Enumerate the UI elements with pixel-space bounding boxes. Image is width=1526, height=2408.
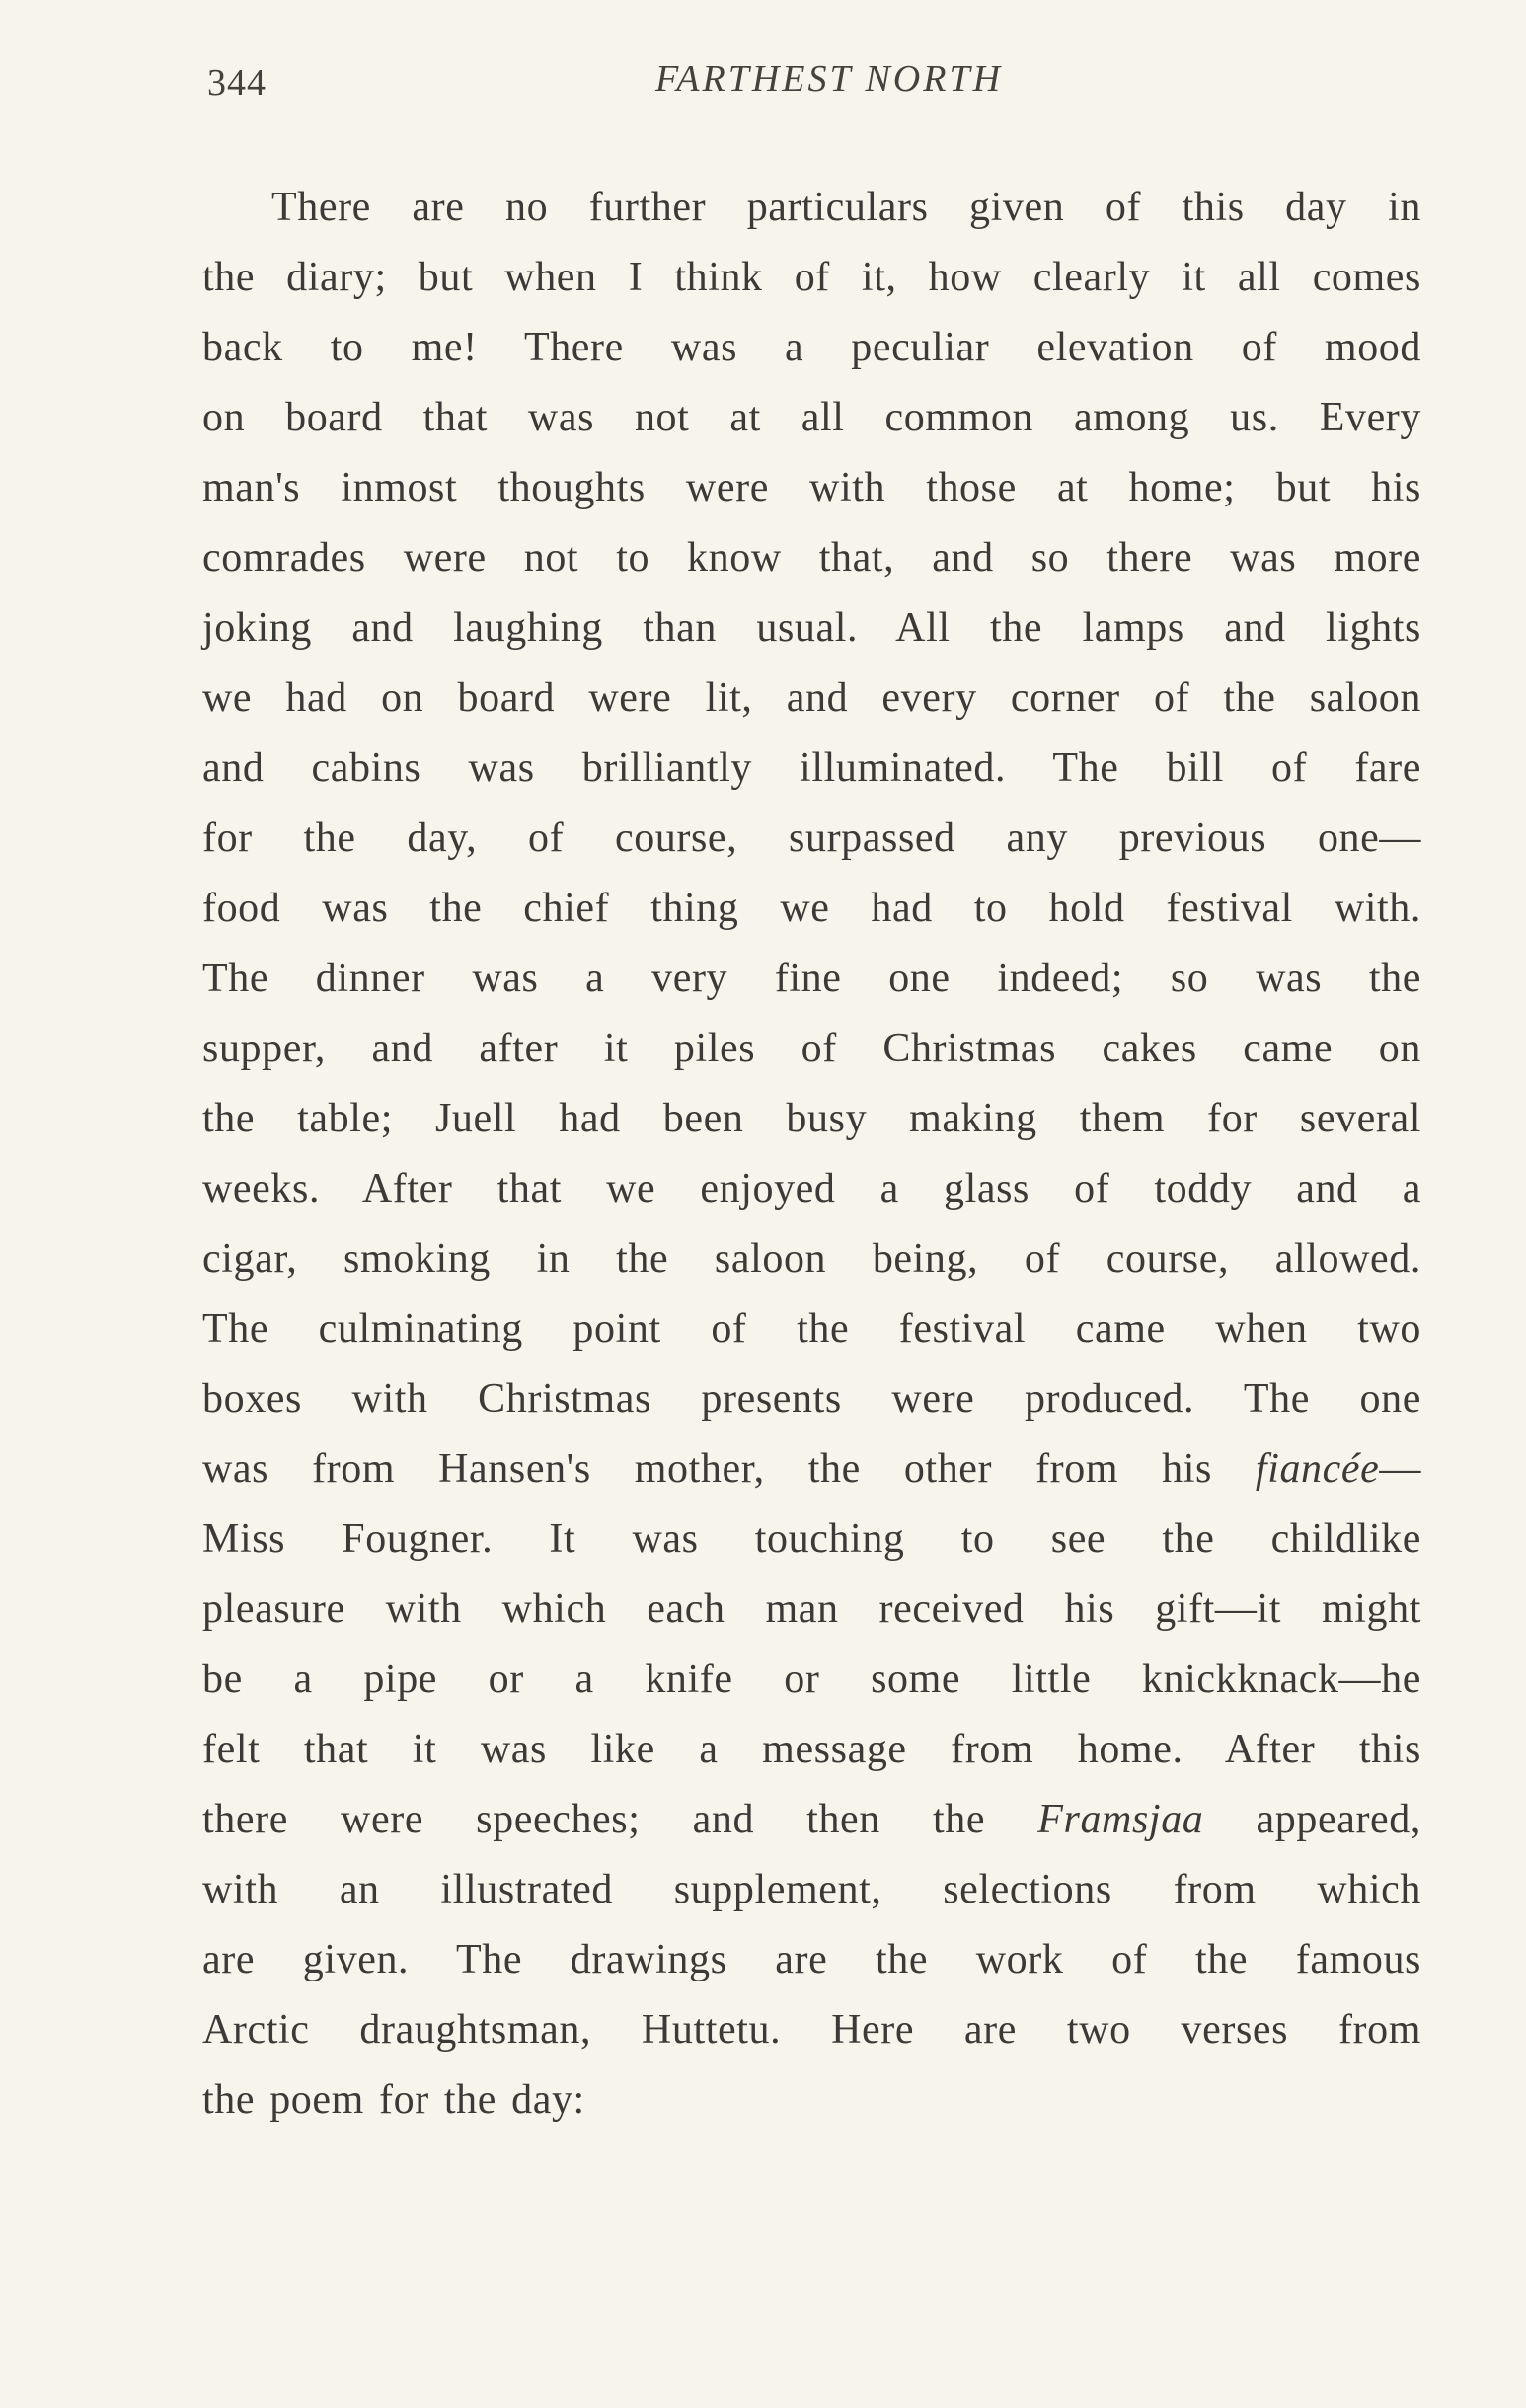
text-line: There are no further particulars given of this day in (271, 185, 1421, 230)
page-header (207, 57, 1416, 117)
line-segment: — (1379, 1446, 1421, 1492)
text-line: cigar, smoking in the saloon being, of course, allowed. (202, 1236, 1421, 1282)
page-number: 344 (207, 62, 267, 104)
text-line: boxes with Christmas presents were produced. The one (202, 1376, 1421, 1422)
line-segment: appeared, (1203, 1797, 1421, 1842)
text-line: man's inmost thoughts were with those at home; but his (202, 465, 1421, 510)
text-line-last: the poem for the day: (202, 2077, 585, 2123)
text-line: the diary; but when I think of it, how clearly it all comes (202, 255, 1421, 300)
text-line: we had on board were lit, and every corner of the saloon (202, 675, 1421, 721)
italic-title-framsjaa: Framsjaa (1037, 1797, 1204, 1842)
text-line: back to me! There was a peculiar elevation of mood (202, 325, 1421, 370)
text-line: The dinner was a very fine one indeed; so was the (202, 956, 1421, 1001)
text-line: Miss Fougner. It was touching to see the childlike (202, 1516, 1421, 1562)
running-head: FARTHEST NORTH (654, 58, 1004, 100)
text-line-with-italic (202, 1435, 1421, 1505)
text-line: be a pipe or a knife or some little knickknack—he (202, 1657, 1421, 1702)
text-line: weeks. After that we enjoyed a glass of toddy and a (202, 1166, 1421, 1211)
text-line: and cabins was brilliantly illuminated. The bill of fare (202, 745, 1421, 791)
text-line: supper, and after it piles of Christmas cakes came on (202, 1026, 1421, 1071)
line-segment: there were speeches; and then the (202, 1797, 1038, 1842)
line-segment: was from Hansen's mother, the other from his (202, 1446, 1256, 1492)
italic-word-fiancee: fiancée (1255, 1446, 1380, 1492)
text-line: with an illustrated supplement, selections from which (202, 1867, 1421, 1912)
text-line: Arctic draughtsman, Huttetu. Here are two verses from (202, 2007, 1421, 2053)
text-line: felt that it was like a message from home. After this (202, 1727, 1421, 1772)
text-line: pleasure with which each man received his gift—it might (202, 1587, 1421, 1632)
text-line-with-italic (202, 1785, 1421, 1855)
text-line: food was the chief thing we had to hold festival with. (202, 886, 1421, 931)
text-line: the table; Juell had been busy making them for several (202, 1096, 1421, 1141)
text-line: The culminating point of the festival came when two (202, 1306, 1421, 1352)
text-line: comrades were not to know that, and so there was more (202, 535, 1421, 581)
text-line: joking and laughing than usual. All the lamps and lights (202, 605, 1421, 651)
body-paragraph (202, 173, 1421, 2136)
text-line: are given. The drawings are the work of the famous (202, 1937, 1421, 1982)
text-line: for the day, of course, surpassed any previous one— (202, 816, 1421, 861)
text-line: on board that was not at all common among us. Every (202, 395, 1421, 440)
